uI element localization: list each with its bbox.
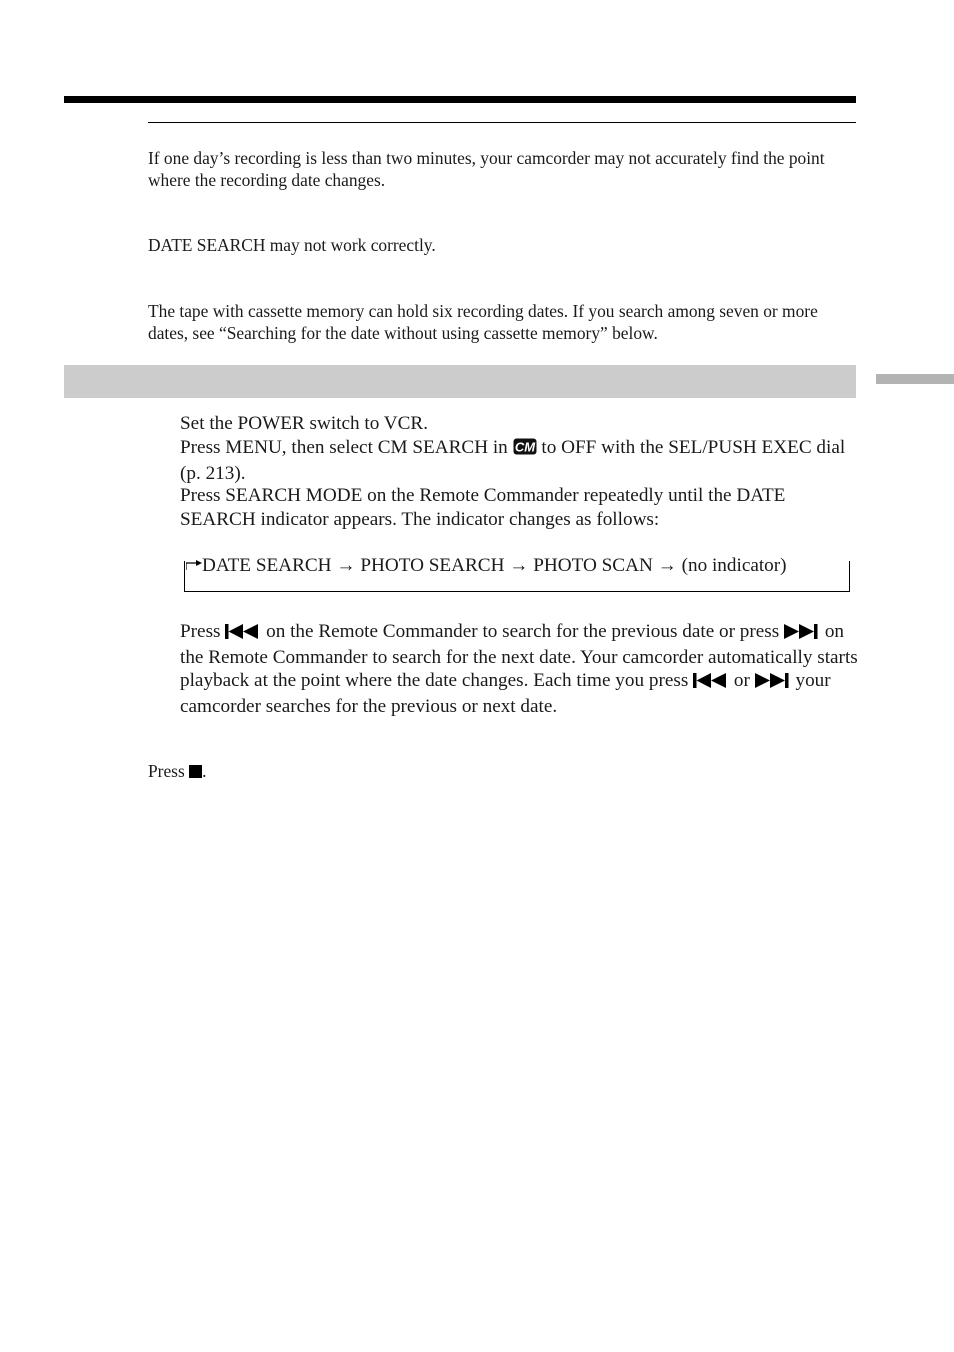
side-tab-marker <box>876 374 954 384</box>
step-2-text-a: Press MENU, then select CM SEARCH in <box>180 437 508 458</box>
sequence-arrow-icon: → <box>336 555 356 576</box>
step-2 <box>180 436 860 485</box>
sequence-item-photo-scan: PHOTO SCAN <box>533 555 653 576</box>
section-heading-band <box>64 365 856 398</box>
step-4 <box>180 620 860 718</box>
cassette-memory-icon <box>513 438 537 462</box>
step-4-text-c: on the Remote Commander to search for the next date. Your camcorder automatically starts playback at the point where the date changes. Each time you press <box>180 621 858 692</box>
step-4-text-a: Press <box>180 621 221 642</box>
step-3: Press SEARCH MODE on the Remote Commander repeatedly until the DATE SEARCH indicator appears. The indicator changes as follows: <box>180 485 786 530</box>
svg-text:CM: CM <box>514 439 535 455</box>
stop-icon <box>189 761 202 783</box>
note-cassette-memory: The tape with cassette memory can hold six recording dates. If you search among seven or more dates, see “Searching for the date without using cassette memory” below. <box>148 301 818 343</box>
previous-icon <box>693 671 729 695</box>
stop-period: . <box>202 761 207 781</box>
sequence-item-no-indicator: (no indicator) <box>681 555 787 576</box>
previous-icon <box>225 622 261 646</box>
note-short-recording: If one day’s recording is less than two minutes, your camcorder may not accurately find the point where the recording date changes. <box>148 148 825 190</box>
stop-text: Press <box>148 761 185 781</box>
note-date-search: DATE SEARCH may not work correctly. <box>148 235 436 255</box>
next-icon <box>755 671 791 695</box>
header-rule-thick <box>64 96 856 103</box>
sequence-item-date-search: DATE SEARCH <box>202 555 332 576</box>
step-4-text-b: on the Remote Commander to search for the previous date or press <box>266 621 780 642</box>
step-1: Set the POWER switch to VCR. <box>180 413 429 434</box>
header-rule-thin <box>148 122 856 123</box>
sequence-item-photo-search: PHOTO SEARCH <box>360 555 505 576</box>
indicator-sequence <box>202 554 789 578</box>
sequence-arrow-icon: → <box>509 555 529 576</box>
step-4-text-e: your camcorder searches for the previous or next date. <box>180 670 831 717</box>
step-4-text-d: or <box>733 670 750 692</box>
sequence-arrow-icon: → <box>657 555 677 576</box>
step-2-text-b: to OFF with the SEL/PUSH EXEC dial (p. 213). <box>180 437 846 484</box>
next-icon <box>784 622 820 646</box>
stop-instruction <box>148 760 206 783</box>
